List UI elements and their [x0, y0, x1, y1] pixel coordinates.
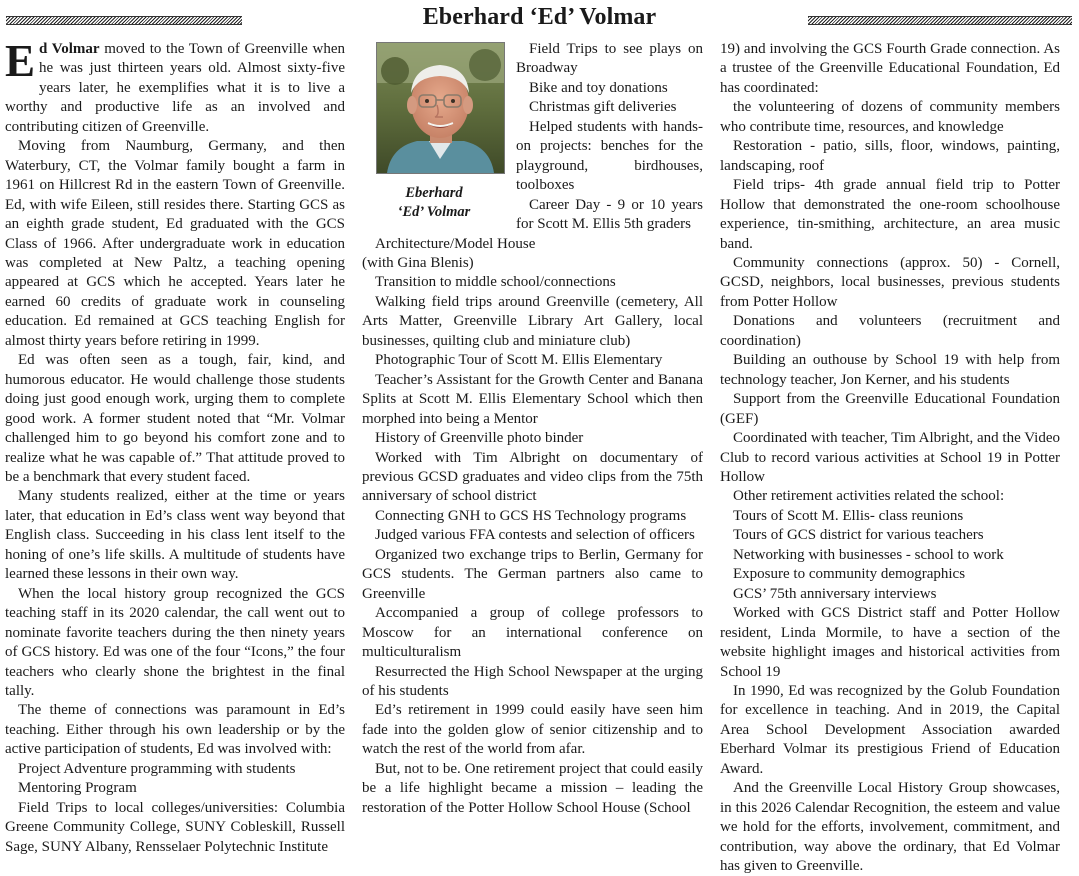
list-item: Project Adventure programming with students: [18, 760, 296, 777]
list-item: Walking field trips around Greenville (cemetery, All Arts Matter, Greenville Library Art Gallery, local businesses, quilting club and miniature club): [362, 293, 703, 349]
article-title: Eberhard ‘Ed’ Volmar: [422, 4, 657, 30]
list-item: Community connections (approx. 50) - Cornell, GCSD, neighbors, local businesses, previous students from Potter Hollow: [720, 254, 1060, 310]
list-item: Worked with Tim Albright on documentary of previous GCSD graduates and video clips from the 75th anniversary of school district: [362, 449, 703, 505]
list-item: Organized two exchange trips to Berlin, Germany for GCS students. The German partners also came to Greenville: [362, 546, 703, 602]
list-item: Networking with businesses - school to work: [733, 546, 1004, 563]
intro-paragraph: [5, 36, 345, 137]
list-item: Resurrected the High School Newspaper at the urging of his students: [362, 663, 703, 699]
list-item: Field trips- 4th grade annual field trip to Potter Hollow that demonstrated the one-room schoolhouse experience, tin-smithing, architecture, an area music band.: [720, 177, 1060, 252]
column-1: [5, 36, 345, 857]
portrait-photo: [377, 43, 504, 173]
caption-line: Eberhard: [405, 185, 463, 201]
column-2: [362, 40, 703, 818]
list-item: History of Greenville photo binder: [375, 430, 584, 447]
paragraph: When the local history group recognized the GCS teaching staff in its 2020 calendar, the call went out to nominate favorite teachers during the then ninety years of GCS history. Ed was one of the four “Icons,” the four teachers who clearly shone the brightest in the final tally.: [5, 585, 345, 699]
lead-name: d Volmar: [39, 41, 100, 57]
list-item: Bike and toy donations: [529, 79, 668, 96]
drop-cap: E: [5, 36, 36, 86]
portrait-caption: [362, 184, 506, 222]
list-item: Other retirement activities related the school:: [733, 488, 1005, 505]
list-item: Transition to middle school/connections: [375, 274, 616, 291]
list-item: GCS’ 75th anniversary interviews: [733, 585, 937, 602]
portrait-figure: [362, 43, 506, 222]
list-item: Tours of GCS district for various teachers: [733, 527, 984, 544]
column-3: [720, 40, 1060, 876]
paragraph-continuation: 19) and involving the GCS Fourth Grade connection. As a trustee of the Greenville Educational Foundation, Ed has coordinated:: [720, 41, 1060, 96]
list-item: Christmas gift deliveries: [529, 99, 677, 116]
intro-text: moved to the Town of Greenville when he was just thirteen years old. Almost sixty-five years later, he exemplifies what it is to live a worthy and productive life as an involved and contributing citizen of Greenville.: [5, 41, 345, 135]
list-item: Field Trips to see plays on Broadway: [516, 41, 703, 77]
list-item: Photographic Tour of Scott M. Ellis Elementary: [375, 352, 663, 369]
list-item: Judged various FFA contests and selection of officers: [375, 527, 695, 544]
paragraph: Moving from Naumburg, Germany, and then Waterbury, CT, the Volmar family bought a farm in 1961 on Hillcrest Rd in the eastern Town of Greenville. Ed, with wife Eileen, still resides there. Starting GCS as an eighth grade student, Ed graduated with the GCS Class of 1966. After undergraduate work in education was completed at New Paltz, a teaching opening appeared at GCS which he accepted. Years later he earned 60 credits of graduate work in counseling education. Ed remained at GCS teaching English for almost thirty years before retiring in 1999.: [5, 138, 345, 349]
paragraph: In 1990, Ed was recognized by the Golub Foundation for excellence in teaching. And in 2019, the Capital Area School Development Association awarded Eberhard Volmar its prestigious Friend of Education Award.: [720, 682, 1060, 777]
list-item: Donations and volunteers (recruitment and coordination): [720, 313, 1060, 349]
list-item: the volunteering of dozens of community members who contribute time, resources, and knowledge: [720, 99, 1060, 135]
list-item: Coordinated with teacher, Tim Albright, and the Video Club to record various activities at School 19 in Potter Hollow: [720, 430, 1060, 485]
list-item: Field Trips to local colleges/universities: Columbia Greene Community College, SUNY Cobleskill, Russell Sage, SUNY Albany, Rensselaer Polytechnic Institute: [5, 799, 345, 855]
list-item: Tours of Scott M. Ellis- class reunions: [733, 507, 964, 524]
list-item: Restoration - patio, sills, floor, windows, painting, landscaping, roof: [720, 138, 1060, 174]
paragraph: And the Greenville Local History Group showcases, in this 2026 Calendar Recognition, the esteem and value we hold for the efforts, involvement, commitment, and contribution, way above the ordinary, that Ed Volmar has given to Greenville.: [720, 780, 1060, 875]
paragraph: The theme of connections was paramount in Ed’s teaching. Either through his own leadership or by the active participation of students, Ed was involved with:: [5, 702, 345, 758]
list-item: Mentoring Program: [18, 780, 137, 797]
paragraph: But, not to be. One retirement project that could easily be a life highlight became a mission – leading the restoration of the Potter Hollow School House (School: [362, 760, 703, 816]
list-item: Building an outhouse by School 19 with help from technology teacher, Jon Kerner, and his students: [720, 352, 1060, 388]
list-item: Connecting GNH to GCS HS Technology programs: [375, 507, 687, 524]
list-item: Teacher’s Assistant for the Growth Center and Banana Splits at Scott M. Ellis Elementary School which then morphed into being a Mentor: [362, 371, 703, 427]
paragraph: Many students realized, either at the time or years later, that education in Ed’s class went way beyond that English class. Succeeding in his class lent itself to the honing of one’s life skills. A multitude of students have learned these lessons in their own way.: [5, 488, 345, 583]
caption-line: ‘Ed’ Volmar: [397, 204, 471, 220]
paragraph: Worked with GCS District staff and Potter Hollow resident, Linda Mormile, to have a section of the website highlight images and historical activities from School 19: [720, 605, 1060, 680]
paragraph: Ed’s retirement in 1999 could easily have seen him fade into the golden glow of senior citizenship and to watch the rest of the world from afar.: [362, 702, 703, 758]
list-item-continuation: (with Gina Blenis): [362, 254, 474, 271]
paragraph: Ed was often seen as a tough, fair, kind, and humorous educator. He would challenge those students doing just good enough work, urging them to complete good work. A former student noted that “Mr. Volmar challenged him to go beyond his comfort zone and to realize what he was capable of.” That attitude proved to be a benchmark that every student faced.: [5, 352, 345, 485]
list-item: Career Day - 9 or 10 years for Scott M. Ellis 5th graders: [516, 196, 703, 233]
list-item: Exposure to community demographics: [733, 566, 966, 583]
list-item: Architecture/Model House: [375, 235, 536, 252]
list-item: Accompanied a group of college professors to Moscow for an international conference on multiculturalism: [362, 605, 703, 661]
list-item: Helped students with hands-on projects: benches for the playground, birdhouses, toolboxes: [516, 118, 703, 194]
list-item: Support from the Greenville Educational Foundation (GEF): [720, 391, 1060, 427]
